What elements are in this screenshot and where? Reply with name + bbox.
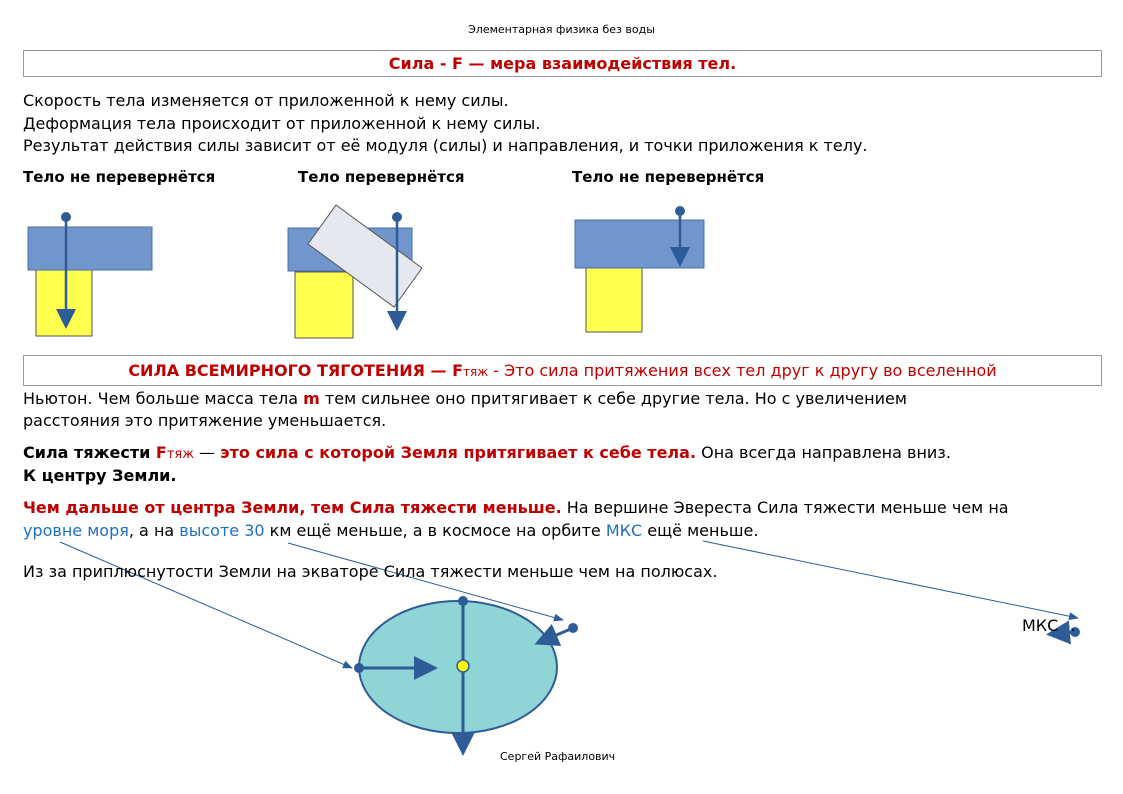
top-block [575, 220, 704, 268]
label-no-flip-2: Тело не перевернётся [572, 168, 765, 186]
top-block [28, 227, 152, 270]
support-block [586, 268, 642, 332]
diagram-flip [288, 205, 422, 338]
north-pole-point [458, 596, 468, 606]
newton-line-1 [23, 388, 907, 410]
support-block [295, 272, 353, 338]
iss-link: МКС [605, 521, 643, 540]
distance-text-2: км ещё меньше, а в космосе на орбите [264, 521, 606, 540]
mass-symbol: m [303, 389, 320, 408]
earth-diagram [354, 596, 578, 750]
iss-label-text: МКС [1022, 616, 1059, 635]
newton-text-b: тем сильнее оно притягивает к себе другие тела. Но с увеличением [319, 389, 907, 408]
title-box: Сила - F — мера взаимодействия тел. [23, 50, 1102, 77]
gravity-dash: — [193, 443, 221, 462]
distance-text-1: , а на [128, 521, 180, 540]
intro-line-1: Скорость тела изменяется от приложенной к нему силы. [23, 91, 509, 110]
gravity-definition: это сила с которой Земля притягивает к себе тела. [220, 443, 697, 462]
label-flip: Тело перевернётся [298, 168, 465, 186]
gravity-label: Сила тяжести [23, 443, 156, 462]
distance-text-3: ещё меньше. [642, 521, 759, 540]
gravity-line-2: К центру Земли. [23, 466, 177, 485]
gravitation-title: СИЛА ВСЕМИРНОГО ТЯГОТЕНИЯ — F [128, 361, 463, 380]
connector-iss [703, 541, 1078, 618]
intro-line-2: Деформация тела происходит от приложенной к нему силы. [23, 114, 541, 133]
distance-rule: Чем дальше от центра Земли, тем Сила тяжести меньше. [23, 498, 562, 517]
support-block [36, 270, 92, 336]
gravity-sub: тяж [166, 447, 194, 462]
height-30-link: высоте 30 [179, 521, 265, 540]
intro-line-3: Результат действия силы зависит от её модуля (силы) и направления, и точки приложения к телу. [23, 136, 868, 155]
author-footer: Сергей Рафаилович [500, 750, 616, 763]
gravity-symbol: F [155, 443, 167, 462]
equator-point [354, 663, 364, 673]
newton-text-a: Ньютон. Чем больше масса тела [23, 389, 304, 408]
high-altitude-point [568, 623, 578, 633]
gravity-direction: Она всегда направлена вниз. [696, 443, 951, 462]
newton-line-2: расстояния это притяжение уменьшается. [23, 411, 387, 430]
distance-line-1 [23, 497, 1009, 519]
distance-everest: На вершине Эвереста Сила тяжести меньше чем на [561, 498, 1009, 517]
gravity-line-1 [23, 442, 951, 466]
gravitation-sub: тяж [463, 365, 489, 379]
sea-level-link: уровне моря [23, 521, 129, 540]
distance-line-2 [23, 520, 758, 542]
gravitation-definition: - Это сила притяжения всех тел друг к другу во вселенной [488, 361, 997, 380]
diagram-no-flip-left [28, 212, 152, 336]
equator-line: Из за приплюснутости Земли на экваторе Сила тяжести меньше чем на полюсах. [23, 562, 718, 581]
document-header: Элементарная физика без воды [468, 23, 655, 36]
earth-center [457, 660, 469, 672]
gravitation-box [23, 355, 1102, 386]
diagram-no-flip-right [575, 206, 704, 332]
iss-label-dot: . [1070, 616, 1076, 635]
label-no-flip-1: Тело не перевернётся [23, 168, 216, 186]
iss-label [1022, 615, 1075, 637]
